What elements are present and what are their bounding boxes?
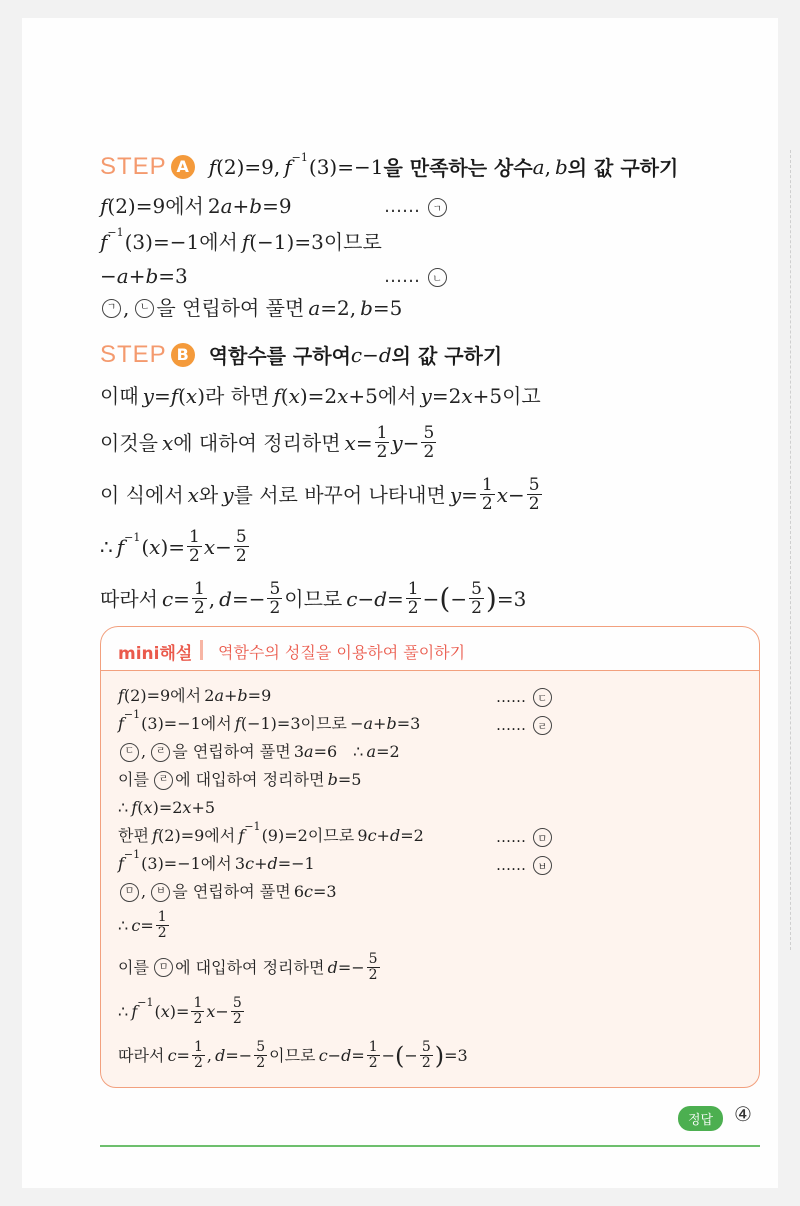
mini-label: mini해설 <box>118 644 193 664</box>
eq-line-9: 따라서 c = $\frac{1}{2}$ , d =− $\frac{5}{2}$ 이므로 c − d = $\frac{1}{2}$ − ( − $\frac{5}{2}$ ) =3 <box>100 579 527 618</box>
step-b-header <box>100 340 502 369</box>
mini-line-11: ∴ f −1 ( x )= $\frac{1}{2}$ x − $\frac{5}{2}$ <box>118 995 242 1027</box>
mini-tag-1: …… ㄷ <box>496 688 554 707</box>
eq-line-6: 이것을 x 에 대하여 정리하면 x = $\frac{1}{2}$ y − $\frac{5}{2}$ <box>100 423 435 462</box>
eq-line-3: − a + b =3 <box>100 264 188 288</box>
mini-line-2: f −1 (3)=−1 에서 f (−1)=3 이므로 − a + b =3 <box>118 708 421 733</box>
eq-line-5: 이때 y = f ( x ) 라 하면 f ( x )=2 x +5 에서 y =2 x +5 이고 <box>100 384 541 408</box>
margin-divider <box>790 150 791 950</box>
mini-line-8: ㅁ , ㅂ 을 연립하여 풀면 6 c =3 <box>118 882 337 902</box>
eq-tag-1: …… ㄱ <box>384 196 449 217</box>
mini-line-10: 이를 ㅁ 에 대입하여 정리하면 d =− $\frac{5}{2}$ <box>118 951 378 983</box>
mini-tag-4: …… ㅂ <box>496 856 554 875</box>
answer-badge: 정답 <box>678 1106 723 1131</box>
mini-line-6: 한편 f (2)=9 에서 f −1 (9)=2 이므로 9 c + d =2 <box>118 820 424 845</box>
eq-line-1: f (2)=9 에서 2 a + b =9 <box>100 194 292 218</box>
mini-line-4: 이를 ㄹ 에 대입하여 정리하면 b =5 <box>118 770 362 789</box>
eq-line-8: ∴ f −1 ( x )= $\frac{1}{2}$ x − $\frac{5}{2}$ <box>100 527 247 566</box>
eq-line-2: f −1 (3)=−1 에서 f (−1)=3 이므로 <box>100 226 382 254</box>
step-label: STEP <box>100 152 167 180</box>
mini-line-7: f −1 (3)=−1 에서 3 c + d =−1 <box>118 848 315 873</box>
mini-divider <box>200 640 203 660</box>
step-label: STEP <box>100 340 167 368</box>
step-a-title: f (2)=9, f −1 (3)=−1 을 만족하는 상수 a , b 의 값 구하기 <box>208 151 679 180</box>
mini-subtitle: 역함수의 성질을 이용하여 풀이하기 <box>218 643 466 662</box>
bottom-divider <box>100 1145 760 1147</box>
mini-tag-3: …… ㅁ <box>496 828 554 847</box>
step-b-title: 역함수를 구하여 c − d 의 값 구하기 <box>208 342 503 368</box>
eq-tag-2: …… ㄴ <box>384 266 449 287</box>
mini-line-5: ∴ f ( x )=2 x +5 <box>118 798 216 817</box>
step-a-badge: A <box>171 155 195 179</box>
answer-value: ④ <box>734 1102 752 1126</box>
mini-line-12: 따라서 c = $\frac{1}{2}$ , d =− $\frac{5}{2}$ 이므로 c − d = $\frac{1}{2}$ − ( − $\frac{5}{2}$ ) =3 <box>118 1039 468 1071</box>
mini-line-9: ∴ c = $\frac{1}{2}$ <box>118 909 167 941</box>
mini-line-3: ㄷ , ㄹ 을 연립하여 풀면 3 a =6 ∴ a =2 <box>118 742 400 762</box>
mini-tag-2: …… ㄹ <box>496 716 554 735</box>
eq-line-7: 이 식에서 x 와 y 를 서로 바꾸어 나타내면 y = $\frac{1}{2}$ x − $\frac{5}{2}$ <box>100 475 540 514</box>
step-a-header <box>100 152 678 181</box>
eq-line-4: ㄱ , ㄴ 을 연립하여 풀면 a =2, b =5 <box>100 296 402 320</box>
step-b-badge: B <box>171 343 195 367</box>
mini-line-1: f (2)=9 에서 2 a + b =9 <box>118 686 272 705</box>
